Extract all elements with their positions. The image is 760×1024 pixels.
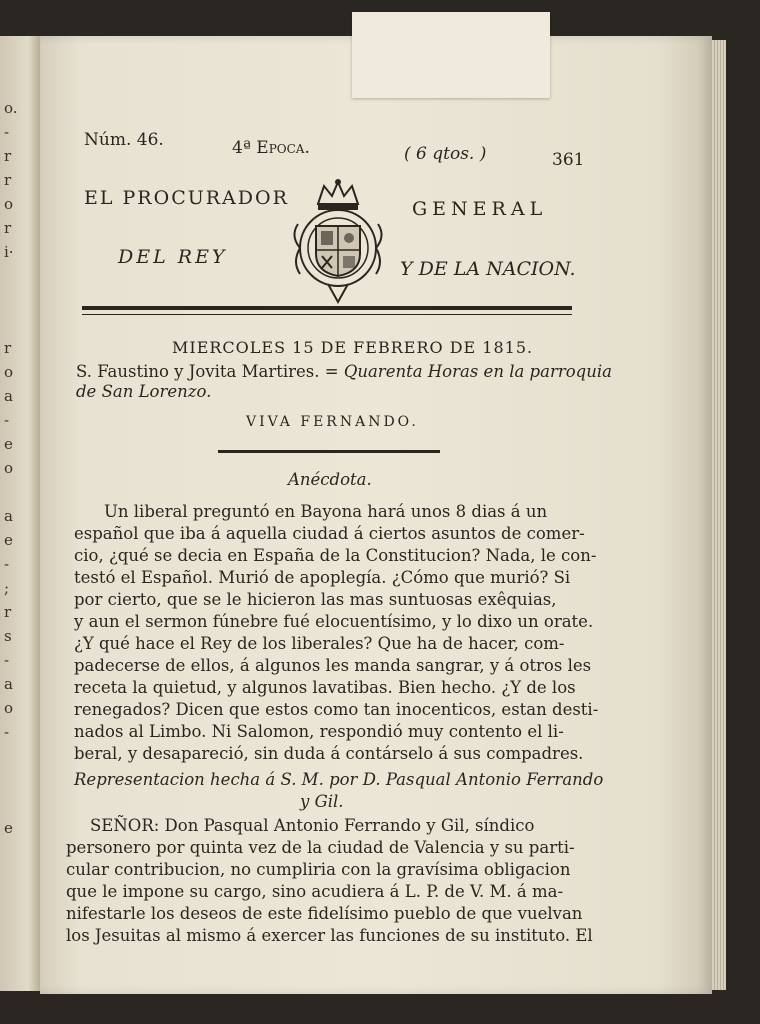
representation-line: cular contribucion, no cumpliria con la gravísima obligacion [66,860,571,879]
anecdote-line: nados al Limbo. Ni Salomon, respondió muy contento el li- [74,722,564,741]
representation-line: que le impone su cargo, sino acudiera á L. P. de V. M. á ma- [66,882,564,901]
date-line: MIERCOLES 15 DE FEBRERO DE 1815. [172,338,534,357]
forty-hours-text: Quarenta Horas en la parroquia [343,362,612,381]
saints-line-1 [76,362,612,381]
representation-line: SEÑOR: Don Pasqual Antonio Ferrando y Gil, síndico [90,816,535,835]
saints-line-2: de San Lorenzo. [76,382,212,401]
anecdote-line: y aun el sermon fúnebre fué elocuentísimo, y lo dixo un orate. [74,612,594,631]
anecdote-line: padecerse de ellos, á algunos les manda sangrar, y á otros les [74,656,592,675]
facing-page-margin-text: o. - r r o r i· r o a - e o a e - ; r s - a o - e [4,99,18,837]
page-number: 361 [552,150,585,170]
anecdote-line: beral, y desapareció, sin duda á contárselo á sus compadres. [74,744,584,763]
representation-line: los Jesuitas al mismo á exercer las funciones de su instituto. El [66,926,593,945]
anecdote-line: testó el Español. Murió de apoplegía. ¿Cómo que murió? Si [74,568,571,587]
facing-page-edge [0,36,40,991]
page-stack-edge [712,40,726,990]
masthead-rule-thin [82,314,572,315]
anecdote-line: por cierto, que se le hicieron las mas suntuosas exêquias, [74,590,557,609]
representation-heading: Representacion hecha á S. M. por D. Pasqual Antonio Ferrando [74,770,604,789]
representation-heading-cont: y Gil. [300,792,344,811]
paper-slip [352,12,550,98]
issue-number: Núm. 46. [84,130,164,150]
masthead-title-left: EL PROCURADOR [84,187,289,209]
representation-line: personero por quinta vez de la ciudad de Valencia y su parti- [66,838,575,857]
representation-line: nifestarle los deseos de este fidelísimo pueblo de que vuelvan [66,904,583,923]
masthead-title-right: GENERAL [412,198,548,220]
epoch-label: 4ª Epoca. [232,138,310,158]
masthead-subtitle-left: DEL REY [118,246,228,268]
section-rule [218,450,440,453]
section-title: Anécdota. [288,470,372,489]
motto: VIVA FERNANDO. [246,414,419,430]
saints-text: S. Faustino y Jovita Martires. = [76,362,344,381]
masthead-subtitle-right: Y DE LA NACION. [400,258,576,280]
royal-coat-of-arms-icon [288,176,388,306]
anecdote-line: cio, ¿qué se decia en España de la Constitucion? Nada, le con- [74,546,597,565]
anecdote-line: español que iba á aquella ciudad á ciertos asuntos de comer- [74,524,585,543]
anecdote-line: receta la quietud, y algunos lavatibas. Bien hecho. ¿Y de los [74,678,576,697]
anecdote-line: ¿Y qué hace el Rey de los liberales? Que ha de hacer, com- [74,634,565,653]
anecdote-line: renegados? Dicen que estos como tan inocenticos, estan desti- [74,700,599,719]
anecdote-line: Un liberal preguntó en Bayona hará unos 8 dias á un [104,502,548,521]
masthead-rule-thick [82,306,572,310]
format-label: ( 6 qtos. ) [404,144,487,164]
